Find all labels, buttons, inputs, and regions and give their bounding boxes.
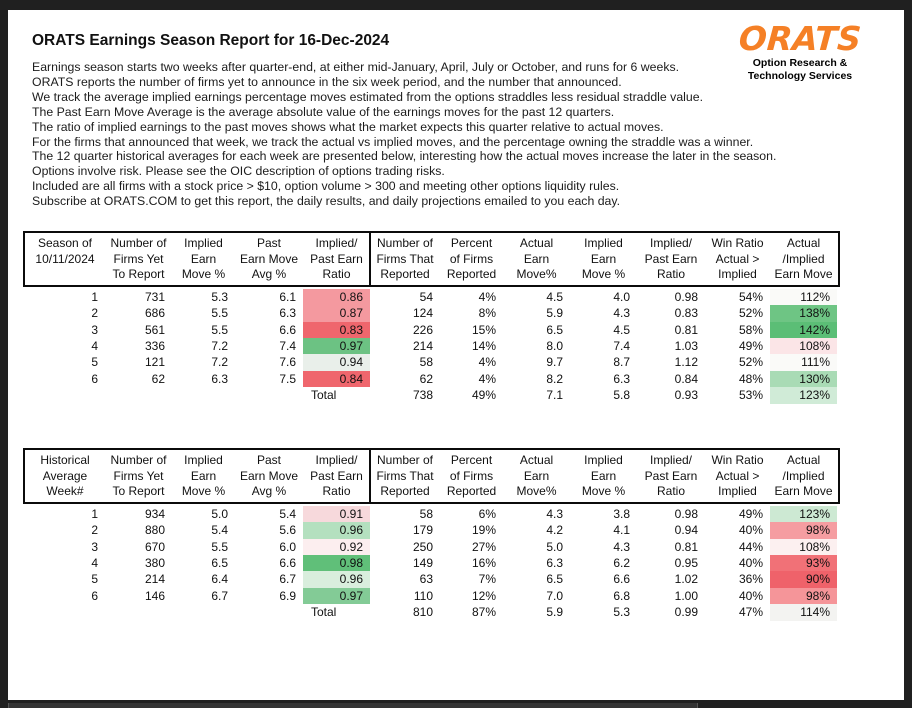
table-cell: 5 <box>91 355 98 370</box>
table-cell: 934 <box>144 506 165 521</box>
table-cell: 5.3 <box>613 605 630 620</box>
table-cell: 49% <box>738 338 763 353</box>
table-cell: 6 <box>91 371 98 386</box>
table-cell <box>105 604 172 620</box>
orats-logo-wordmark: ORATS <box>737 19 863 58</box>
table-cell: 123% <box>770 387 837 403</box>
table-cell: 6.8 <box>613 588 630 603</box>
table-cell: 0.96 <box>303 522 370 538</box>
column-header: Actual /Implied Earn Move <box>774 453 833 499</box>
table-row <box>25 322 837 338</box>
table-cell: 3.8 <box>613 506 630 521</box>
table-cell: 7.5 <box>279 371 296 386</box>
table-cell: 138% <box>770 305 837 321</box>
table-cell: 6.0 <box>279 539 296 554</box>
table-cell: 5 <box>91 572 98 587</box>
current-season-table <box>25 233 837 404</box>
table-cell: 0.81 <box>674 539 698 554</box>
table-cell: 179 <box>412 523 433 538</box>
table-cell: 0.95 <box>674 555 698 570</box>
table-cell: 250 <box>412 539 433 554</box>
table-cell: 90% <box>770 571 837 587</box>
column-header: Season of 10/11/2024 <box>35 236 95 266</box>
table-cell: 142% <box>770 322 837 338</box>
table-header <box>25 233 837 285</box>
table-cell: 112% <box>770 289 837 305</box>
table-cell: 6.1 <box>279 289 296 304</box>
table-cell: 7.4 <box>613 338 630 353</box>
page-title: ORATS Earnings Season Report for 16-Dec-2024 <box>32 32 390 49</box>
column-header: Percent of Firms Reported <box>446 453 497 499</box>
table-cell: 0.92 <box>303 539 370 555</box>
table-cell: 53% <box>738 388 763 403</box>
table-cell: 0.84 <box>303 371 370 387</box>
table-cell: 0.97 <box>303 588 370 604</box>
table-cell: Total <box>311 388 337 403</box>
table-cell: 0.97 <box>303 338 370 354</box>
table-cell: 4.5 <box>613 322 630 337</box>
table-cell: 40% <box>738 555 763 570</box>
table-cell: 6.6 <box>279 322 296 337</box>
table-cell: 40% <box>738 523 763 538</box>
table-row <box>25 522 837 538</box>
intro-line: Included are all firms with a stock price > $10, option volume > 300 and meeting other options liquidity rules. <box>32 179 620 194</box>
intro-paragraph <box>32 60 776 209</box>
table-cell: 62 <box>419 371 433 386</box>
table-cell: 5.5 <box>211 539 228 554</box>
table-cell: 4 <box>91 338 98 353</box>
table-cell: 2 <box>91 523 98 538</box>
table-cell <box>25 604 105 620</box>
table-cell: 130% <box>770 371 837 387</box>
table-cell <box>172 604 235 620</box>
table-cell: 98% <box>770 522 837 538</box>
table-cell: 7.2 <box>211 355 228 370</box>
table-cell: 5.4 <box>279 506 296 521</box>
table-cell: 4% <box>478 371 496 386</box>
orats-logo-tagline-line1: Option Research & <box>752 57 848 69</box>
table-cell: 6.5 <box>546 322 563 337</box>
table-row <box>25 371 837 387</box>
table-cell: 40% <box>738 588 763 603</box>
table-cell: 1.02 <box>674 572 698 587</box>
table-row <box>25 539 837 555</box>
table-cell: 110 <box>413 588 433 603</box>
table-cell: 54% <box>738 289 763 304</box>
table-cell: 6.6 <box>613 572 630 587</box>
table-cell: 5.5 <box>211 322 228 337</box>
table-cell: 98% <box>770 588 837 604</box>
table-cell: 63 <box>419 572 433 587</box>
table-row <box>25 588 837 604</box>
table-cell: 58 <box>419 506 433 521</box>
column-header: Implied Earn Move % <box>581 453 626 499</box>
table-cell: 1.03 <box>674 338 698 353</box>
table-cell: 8.2 <box>546 371 563 386</box>
table-cell: 6.9 <box>279 588 296 603</box>
table-cell: 4 <box>91 555 98 570</box>
table-cell: 16% <box>471 555 496 570</box>
orats-logo-tagline-line2: Technology Services <box>747 69 853 82</box>
table-cell: 114% <box>770 604 837 620</box>
total-row <box>25 604 837 620</box>
table-cell: 27% <box>471 539 496 554</box>
table-cell: 0.94 <box>303 354 370 370</box>
table-cell: 7.2 <box>211 338 228 353</box>
table-cell: 0.83 <box>303 322 370 338</box>
table-cell: 5.3 <box>211 289 228 304</box>
table-cell: 5.6 <box>279 523 296 538</box>
column-header: Actual Earn Move% <box>516 453 557 499</box>
table-row <box>25 305 837 321</box>
table-cell: 49% <box>738 506 763 521</box>
column-header: Implied/ Past Earn Ratio <box>644 236 698 282</box>
table-cell: 686 <box>144 306 165 321</box>
table-cell: 0.84 <box>674 371 698 386</box>
table-cell: 0.86 <box>303 289 370 305</box>
table-cell: 1 <box>91 506 98 521</box>
table-cell: 0.87 <box>303 305 370 321</box>
table-cell: 1.00 <box>674 588 698 603</box>
table-cell: 121 <box>144 355 165 370</box>
table-cell: 670 <box>144 539 165 554</box>
table-cell: 6.7 <box>211 588 228 603</box>
table-cell: 108% <box>770 539 837 555</box>
table-cell: 6.3 <box>546 555 563 570</box>
table-cell: 8% <box>478 306 496 321</box>
table-cell: 58 <box>419 355 433 370</box>
column-header: Implied/ Past Earn Ratio <box>310 453 363 499</box>
table-cell: 5.4 <box>211 523 228 538</box>
column-header: Implied Earn Move % <box>181 236 226 282</box>
table-cell: 0.93 <box>674 388 698 403</box>
column-header: Past Earn Move Avg % <box>239 453 299 499</box>
table-cell: 380 <box>144 555 165 570</box>
table-cell: 731 <box>144 289 165 304</box>
table-cell: 738 <box>412 388 433 403</box>
column-header: Actual /Implied Earn Move <box>774 236 833 282</box>
table-body <box>25 289 837 404</box>
table-cell: 7.6 <box>279 355 296 370</box>
table-row <box>25 571 837 587</box>
table-cell: 3 <box>91 539 98 554</box>
intro-line: Earnings season starts two weeks after quarter-end, at either mid-January, April, July or October, and runs for 6 weeks. <box>32 60 680 74</box>
table-cell: 0.98 <box>674 506 698 521</box>
table-cell: 0.94 <box>674 523 698 538</box>
table-cell: 4.1 <box>613 523 630 538</box>
table-cell: 49% <box>471 388 496 403</box>
column-header: Number of Firms That Reported <box>376 453 434 499</box>
table-cell: 7.1 <box>546 388 563 403</box>
table-cell: 2 <box>91 306 98 321</box>
table-cell: 6.6 <box>279 555 296 570</box>
table-cell: 6.3 <box>613 371 630 386</box>
table-cell: 4.3 <box>546 506 563 521</box>
column-header: Win Ratio Actual > Implied <box>711 236 764 282</box>
table-cell: 19% <box>471 523 496 538</box>
table-cell: Total <box>311 605 337 620</box>
table-body <box>25 506 837 621</box>
table-cell: 15% <box>471 322 496 337</box>
table-cell: 108% <box>770 338 837 354</box>
table-cell: 124 <box>412 306 433 321</box>
table-cell: 14% <box>471 338 496 353</box>
table-cell: 47% <box>738 605 763 620</box>
table-cell: 5.0 <box>546 539 563 554</box>
column-header: Past Earn Move Avg % <box>239 236 299 282</box>
column-header: Historical Average Week# <box>40 453 90 499</box>
table-cell: 44% <box>738 539 763 554</box>
table-cell: 87% <box>471 605 496 620</box>
table-cell: 0.91 <box>303 506 370 522</box>
intro-line: Subscribe at ORATS.COM to get this report, the daily results, and daily projections emailed to you each day. <box>32 194 621 209</box>
table-cell <box>172 387 235 403</box>
table-cell: 6.4 <box>211 572 228 587</box>
table-cell: 226 <box>412 322 433 337</box>
table-cell: 336 <box>144 338 165 353</box>
table-cell: 214 <box>144 572 165 587</box>
table-cell: 561 <box>144 322 165 337</box>
intro-line: The Past Earn Move Average is the average absolute value of the earnings moves for the past 12 quarters. <box>32 104 615 119</box>
intro-line: ORATS reports the number of firms yet to announce in the six week period, and the number that announced. <box>32 74 622 89</box>
table-cell <box>235 387 303 403</box>
table-cell: 7.4 <box>279 338 296 353</box>
table-cell: 54 <box>419 289 433 304</box>
table-cell: 62 <box>151 371 165 386</box>
column-header: Percent of Firms Reported <box>446 236 497 282</box>
table-cell: 93% <box>770 555 837 571</box>
table-cell: 36% <box>738 572 763 587</box>
intro-line: The ratio of implied earnings to the past moves shows what the market expects this quarter relative to actual moves. <box>32 119 664 134</box>
table-row <box>25 555 837 571</box>
table-cell: 4% <box>478 289 496 304</box>
table-cell: 4.3 <box>613 539 630 554</box>
table-cell: 0.99 <box>674 605 698 620</box>
table-cell: 1.12 <box>674 355 698 370</box>
table-cell: 52% <box>738 306 763 321</box>
table-cell: 0.81 <box>674 322 698 337</box>
table-cell: 111% <box>770 354 837 370</box>
table-cell: 4.3 <box>613 306 630 321</box>
table-cell: 5.8 <box>613 388 630 403</box>
table-cell: 48% <box>738 371 763 386</box>
intro-line: For the firms that announced that week, we track the actual vs implied moves, and the percentage owning the straddle was a winner. <box>32 134 754 149</box>
table-cell: 0.96 <box>303 571 370 587</box>
table-cell: 7% <box>478 572 496 587</box>
table-cell: 0.83 <box>674 306 698 321</box>
table-cell: 6.3 <box>279 306 296 321</box>
intro-line: The 12 quarter historical averages for each week are presented below, interesting how the actual moves increase the later in the season. <box>32 149 777 164</box>
table-row <box>25 289 837 305</box>
table-cell: 5.5 <box>211 306 228 321</box>
table-row <box>25 338 837 354</box>
table-cell: 52% <box>738 355 763 370</box>
column-header: Implied/ Past Earn Ratio <box>644 453 698 499</box>
table-cell: 5.9 <box>546 306 563 321</box>
column-header: Number of Firms Yet To Report <box>110 453 167 499</box>
table-cell: 214 <box>412 338 433 353</box>
table-cell: 6% <box>478 506 496 521</box>
table-row <box>25 354 837 370</box>
table-cell: 6.2 <box>613 555 630 570</box>
intro-line: We track the average implied earnings percentage moves estimated from the options straddles less residual straddle value. <box>32 89 703 104</box>
column-header: Actual Earn Move% <box>516 236 557 282</box>
table-cell: 0.98 <box>303 555 370 571</box>
table-cell <box>25 387 105 403</box>
table-cell: 58% <box>738 322 763 337</box>
table-cell: 4.2 <box>546 523 563 538</box>
column-header: Number of Firms Yet To Report <box>110 236 167 282</box>
table-cell: 5.9 <box>546 605 563 620</box>
table-cell: 7.0 <box>546 588 563 603</box>
historical-average-table <box>25 450 837 621</box>
table-cell: 149 <box>412 555 433 570</box>
table-cell: 5.0 <box>211 506 228 521</box>
column-header: Number of Firms That Reported <box>376 236 434 282</box>
column-header: Implied Earn Move % <box>581 236 626 282</box>
column-header: Win Ratio Actual > Implied <box>711 453 764 499</box>
table-cell: 6.7 <box>279 572 296 587</box>
table-cell: 4% <box>478 355 496 370</box>
table-cell: 12% <box>471 588 496 603</box>
table-cell: 9.7 <box>546 355 563 370</box>
table-cell: 8.7 <box>613 355 630 370</box>
table-cell: 0.98 <box>674 289 698 304</box>
table-cell: 810 <box>412 605 433 620</box>
table-cell: 123% <box>770 506 837 522</box>
table-cell: 6.3 <box>211 371 228 386</box>
table-cell: 146 <box>144 588 165 603</box>
report-page <box>8 10 904 700</box>
table-cell: 4.5 <box>546 289 563 304</box>
column-header: Implied Earn Move % <box>181 453 226 499</box>
table-header <box>25 450 837 502</box>
total-row <box>25 387 837 403</box>
table-row <box>25 506 837 522</box>
table-cell: 8.0 <box>546 338 563 353</box>
table-cell: 1 <box>91 289 98 304</box>
column-header: Implied/ Past Earn Ratio <box>310 236 363 282</box>
table-cell: 6.5 <box>546 572 563 587</box>
next-page-edge <box>8 703 698 708</box>
intro-line: Options involve risk. Please see the OIC description of options trading risks. <box>32 164 445 179</box>
table-cell <box>235 604 303 620</box>
table-cell: 3 <box>91 322 98 337</box>
table-cell: 880 <box>144 523 165 538</box>
table-cell <box>105 387 172 403</box>
table-cell: 6.5 <box>211 555 228 570</box>
table-cell: 4.0 <box>613 289 630 304</box>
table-cell: 6 <box>91 588 98 603</box>
